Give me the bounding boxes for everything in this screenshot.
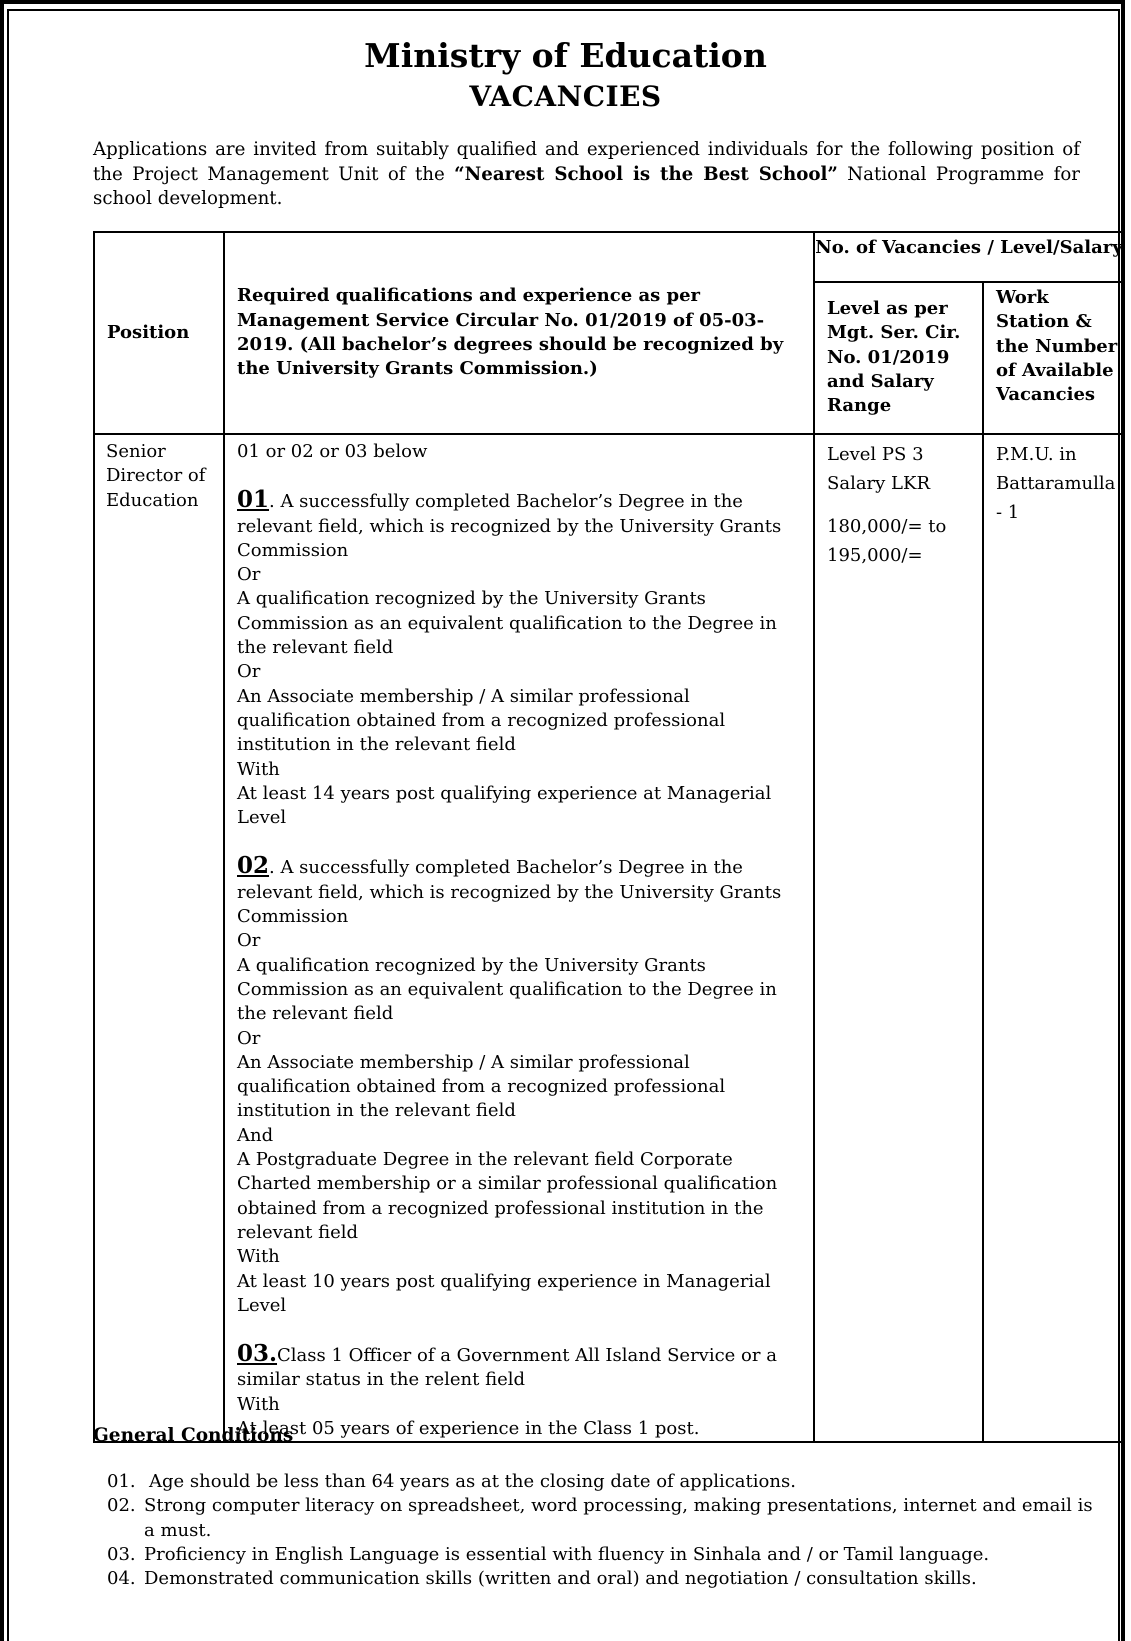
list-item	[93, 1543, 1093, 1567]
workstation-line: P.M.U. in	[996, 444, 1077, 465]
header-position: Position	[94, 232, 224, 434]
option-1-number: 01	[237, 486, 270, 514]
workstation-cell	[983, 434, 1124, 1442]
option-1-line: A qualification recognized by the University Grants Commission as an equivalent qualification to the Degree in the relevant field	[237, 588, 777, 659]
options-intro: 01 or 02 or 03 below	[237, 441, 428, 462]
position-cell: Senior Director of Education	[94, 434, 224, 1442]
header-workstation: Work Station & the Number of Available Vacancies	[983, 282, 1124, 434]
vacancies-heading: VACANCIES	[469, 80, 662, 113]
option-1-line: Or	[237, 661, 261, 683]
level-cell	[814, 434, 983, 1442]
header-level: Level as per Mgt. Ser. Cir. No. 01/2019 and Salary Range	[814, 282, 983, 434]
option-1-line: At least 14 years post qualifying experience at Managerial Level	[237, 782, 772, 829]
option-1-line: An Associate membership / A similar professional qualification obtained from a recognized professional institution in the relevant field	[237, 685, 726, 756]
item-text: Age should be less than 64 years as at the closing date of applications.	[149, 1471, 796, 1492]
option-2-line: Or	[237, 1027, 261, 1049]
item-text: Strong computer literacy on spreadsheet, word processing, making presentations, internet and email is a must.	[144, 1495, 1093, 1541]
option-2-line: . A successfully completed Bachelor’s Degree in the relevant field, which is recognized by the University Grants Commission	[237, 857, 782, 928]
ministry-title: Ministry of Education	[364, 36, 767, 75]
item-text: Demonstrated communication skills (written and oral) and negotiation / consultation skills.	[144, 1568, 977, 1590]
item-number: 04.	[107, 1568, 136, 1590]
option-2-line: At least 10 years post qualifying experience in Managerial Level	[237, 1270, 771, 1316]
option-1-line: With	[237, 758, 280, 780]
item-text: Proficiency in English Language is essential with fluency in Sinhala and / or Tamil language.	[144, 1543, 990, 1565]
option-1-line: Or	[237, 564, 261, 586]
item-number: 02.	[107, 1495, 136, 1517]
option-2-line: With	[237, 1246, 280, 1268]
option-2-number: 02	[237, 852, 270, 880]
option-2-line: And	[237, 1124, 274, 1146]
vacancy-count: - 1	[996, 502, 1020, 523]
salary-max: 195,000/=	[827, 545, 923, 566]
qualifications-cell	[224, 434, 814, 1442]
general-conditions-title: General Conditions	[93, 1425, 294, 1446]
workstation-line: Battaramulla	[996, 473, 1116, 494]
level-value: Level PS 3	[827, 444, 924, 465]
option-2-line: A Postgraduate Degree in the relevant field Corporate Charted membership or a similar professional qualification obtained from a recognized professional institution in the relevant field	[237, 1149, 778, 1243]
table-row	[94, 434, 1124, 1442]
item-number: 03.	[107, 1543, 136, 1565]
option-1-line: . A successfully completed Bachelor’s Degree in the relevant field, which is recognized by the University Grants Commission	[237, 491, 782, 561]
header-qualifications: Required qualifications and experience as per Management Service Circular No. 01/2019 of 05-03-2019. (All bachelor’s degrees should be recognized by the University Grants Commission.)	[224, 232, 814, 434]
list-item	[93, 1494, 1093, 1543]
salary-min: 180,000/= to	[827, 516, 947, 537]
general-conditions-list	[93, 1470, 1093, 1591]
item-number: 01.	[107, 1471, 136, 1492]
intro-text-1: Applications are invited from suitably qualified and experienced individuals for the following position of the Project Management Unit of the	[93, 139, 1080, 185]
programme-name: “Nearest School is the Best School”	[454, 163, 838, 185]
intro-text-2: National Programme for school development.	[93, 163, 1080, 209]
option-3	[237, 1342, 805, 1393]
list-item	[93, 1470, 1093, 1494]
option-3-line: Class 1 Officer of a Government All Island Service or a similar status in the relent field	[237, 1345, 777, 1391]
option-2	[237, 854, 805, 929]
option-2-line: A qualification recognized by the University Grants Commission as an equivalent qualification to the Degree in the relevant field	[237, 954, 777, 1025]
salary-label: Salary LKR	[827, 473, 930, 494]
intro-paragraph	[93, 138, 1080, 212]
option-1	[237, 488, 805, 563]
list-item	[93, 1567, 1093, 1591]
header-vacancies-group: No. of Vacancies / Level/Salary	[814, 232, 1124, 282]
vacancy-table	[93, 231, 1125, 1443]
option-3-line: At least 05 years of experience in the Class 1 post.	[237, 1417, 700, 1439]
option-3-number: 03.	[237, 1340, 278, 1368]
option-3-line: With	[237, 1393, 280, 1415]
option-2-line: An Associate membership / A similar professional qualification obtained from a recognized professional institution in the relevant field	[237, 1051, 726, 1122]
option-2-line: Or	[237, 930, 261, 952]
